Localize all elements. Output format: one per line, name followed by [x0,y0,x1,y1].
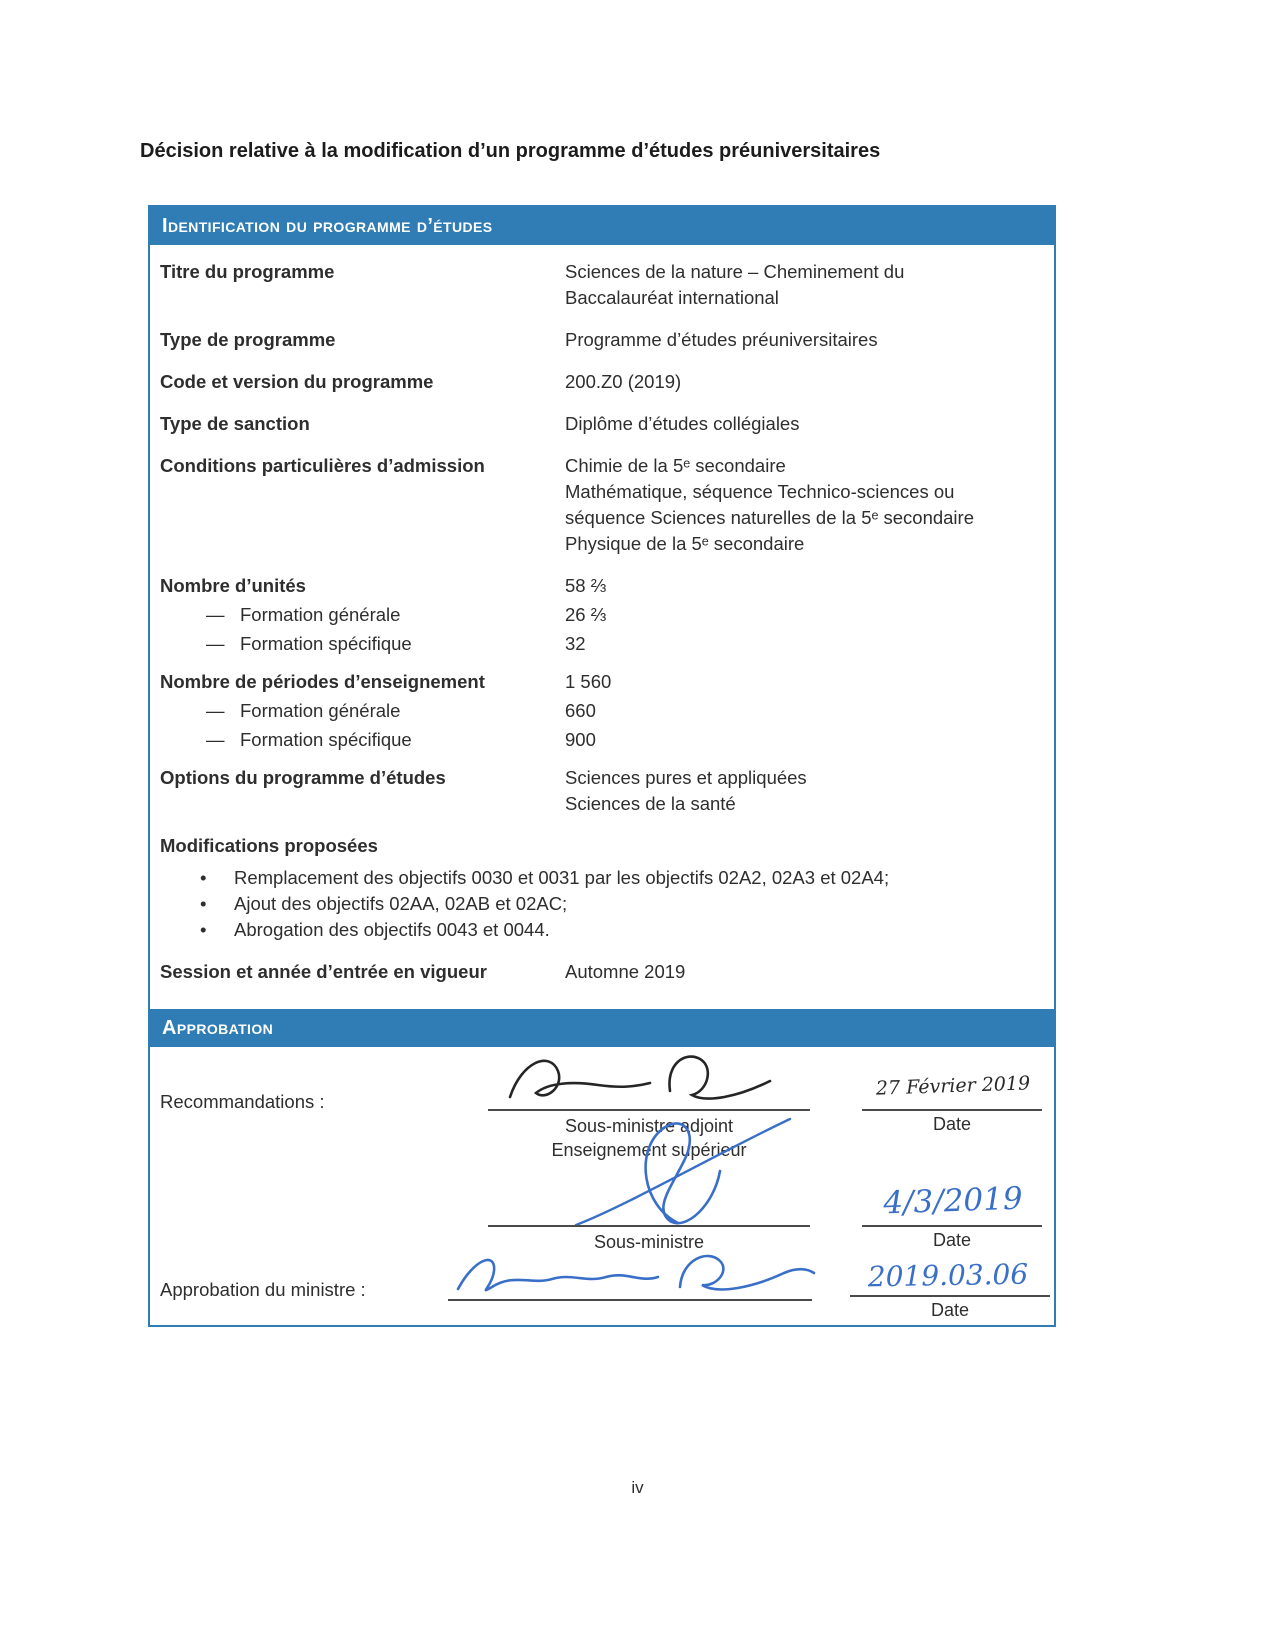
field-label: Conditions particulières d’admission [160,455,485,476]
subfield-value: 900 [565,729,596,750]
handwritten-date-1: 27 Février 2019 [875,1072,1031,1100]
dash-glyph: — [206,633,225,654]
date-label: Date [932,1230,972,1250]
bullet-icon: • [200,893,207,914]
value-line: Baccalauréat international [565,287,779,308]
field-label: Session et année d’entrée en vigueur [160,961,487,982]
ministre-label: Approbation du ministre : [160,1279,366,1300]
recommandations-label: Recommandations : [160,1091,325,1112]
signatory-role: Sous-ministre [593,1232,705,1252]
field-label: Code et version du programme [160,371,434,392]
subfield-text: Formation générale [240,700,401,721]
signature-line [488,1225,810,1227]
field-subrow [160,698,1042,724]
signature-line [448,1299,812,1301]
field-label: Nombre d’unités [160,575,306,596]
field-row-options [160,765,1042,817]
field-label: Type de sanction [160,413,310,434]
bullet-text: Remplacement des objectifs 0030 et 0031 par les objectifs 02A2, 02A3 et 02A4; [234,867,890,888]
value-line: Sciences pures et appliquées [565,767,807,788]
field-value: Automne 2019 [565,961,686,982]
signatory-role: Sous-ministre adjoint [564,1116,734,1136]
field-row-unites [160,573,1042,599]
value-line: séquence Sciences naturelles de la 5ᵉ secondaire [565,507,974,528]
field-value [565,453,1042,557]
field-label: Nombre de périodes d’enseignement [160,671,485,692]
value-line: Sciences de la nature – Cheminement du [565,261,905,282]
field-label: Modifications proposées [160,835,378,856]
field-subrow [160,727,1042,753]
field-subrow [160,631,1042,657]
handwritten-date-3: 2019.03.06 [867,1257,1029,1294]
bullet-text: Ajout des objectifs 02AA, 02AB et 02AC; [234,893,568,914]
value-line: Physique de la 5ᵉ secondaire [565,533,805,554]
field-row-titre [160,259,1042,311]
bullet-item [160,891,1042,917]
identification-body [150,245,1054,1009]
program-form [148,205,1056,1327]
subfield-text: Formation spécifique [240,633,412,654]
field-subrow [160,602,1042,628]
modifications-block [160,833,1042,943]
document-title: Décision relative à la modification d’un programme d’études préuniversitaires [140,140,881,162]
dash-glyph: — [206,700,225,721]
date-label: Date [932,1114,972,1134]
signature-sous-ministre-adjoint [502,1047,782,1113]
section-header-identification: Identification du programme d’études [150,207,1054,245]
field-value: 200.Z0 (2019) [565,371,682,392]
signatory-org: Enseignement supérieur [551,1140,747,1160]
handwritten-date-2: 4/3/2019 [882,1180,1024,1222]
subfield-label [160,631,565,657]
field-label: Type de programme [160,329,336,350]
subfield-label [160,727,565,753]
page-number: iv [631,1478,644,1497]
bullet-icon: • [200,867,207,888]
bullet-icon: • [200,919,207,940]
field-row-type-programme [160,327,1042,353]
subfield-text: Formation générale [240,604,401,625]
field-label: Titre du programme [160,261,335,282]
date-label: Date [930,1300,970,1320]
field-value [565,259,1042,311]
field-row-conditions [160,453,1042,557]
value-line: Mathématique, séquence Technico-sciences ou [565,481,955,502]
subfield-label [160,698,565,724]
dash-glyph: — [206,604,225,625]
bullet-text: Abrogation des objectifs 0043 et 0044. [234,919,550,940]
field-label: Options du programme d’études [160,767,446,788]
field-row-code-version [160,369,1042,395]
date-line [850,1295,1050,1297]
value-line: Sciences de la santé [565,793,736,814]
date-line [862,1225,1042,1227]
bullet-item [160,865,1042,891]
subfield-label [160,602,565,628]
field-row-type-sanction [160,411,1042,437]
field-value: 58 ⅔ [565,575,607,596]
subfield-value: 660 [565,700,596,721]
field-row-periodes [160,669,1042,695]
subfield-value: 32 [565,633,586,654]
subfield-value: 26 ⅔ [565,604,607,625]
date-line [862,1109,1042,1111]
signature-line [488,1109,810,1111]
section-header-approbation: Approbation [150,1009,1054,1047]
bullet-item [160,917,1042,943]
subfield-text: Formation spécifique [240,729,412,750]
field-value [565,765,1042,817]
dash-glyph: — [206,729,225,750]
approbation-body [150,1047,1054,1325]
field-value: Programme d’études préuniversitaires [565,329,878,350]
value-line: Chimie de la 5ᵉ secondaire [565,455,786,476]
field-value: 1 560 [565,671,612,692]
field-row-session [160,959,1042,985]
field-value: Diplôme d’études collégiales [565,413,800,434]
